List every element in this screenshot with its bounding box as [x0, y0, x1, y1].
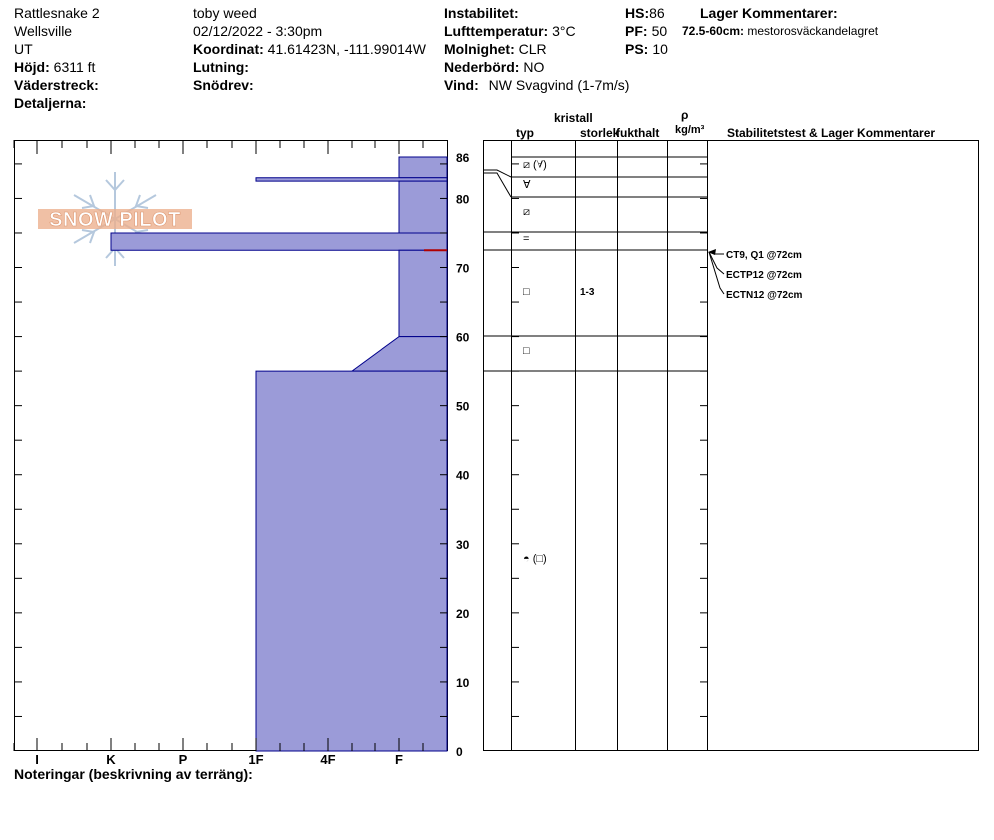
pf-value: 50	[651, 23, 668, 39]
precipitation-value: NO	[523, 59, 545, 75]
layer-comments-title-text: Lager Kommentarer:	[700, 5, 838, 21]
grain-type: □	[523, 345, 530, 357]
air-temperature-value: 3°C	[552, 23, 576, 39]
coordinates-label: Koordinat:	[193, 41, 264, 57]
air-temperature-label: Lufttemperatur:	[444, 23, 549, 39]
hs-value: 86	[649, 5, 665, 21]
snow-layer	[352, 337, 447, 372]
snow-layer	[399, 250, 447, 336]
col-rho: ρ	[681, 108, 689, 122]
col-kristall: kristall	[554, 111, 593, 125]
snow-layer	[256, 178, 447, 181]
depth-tick-label: 30	[456, 537, 470, 552]
depth-tick-label: 50	[456, 399, 470, 414]
elevation-value: 6311 ft	[53, 59, 96, 75]
ps-label: PS:	[625, 41, 649, 57]
snowdrift-label: Snödrev:	[193, 77, 254, 93]
observer: toby weed	[193, 5, 257, 21]
stability-pointer	[709, 252, 724, 294]
wind-value: NW Svagvind (1-7m/s)	[488, 77, 630, 93]
grain-type: ⧄	[523, 206, 530, 218]
hardness-tick-label: F	[395, 752, 403, 767]
layer-comment-range: 72.5-60cm:	[682, 24, 745, 38]
table-rows	[483, 157, 707, 565]
notes-label: Noteringar (beskrivning av terräng):	[14, 766, 253, 782]
hardness-tick-label: K	[106, 752, 116, 767]
depth-tick-label: 86	[456, 151, 470, 165]
snowpilot-watermark	[38, 172, 192, 266]
details-label: Detaljerna:	[14, 95, 87, 111]
stability-test-label: ECTP12 @72cm	[726, 270, 802, 281]
depth-tick-label: 80	[456, 192, 470, 207]
grain-type: ∀	[523, 179, 531, 191]
grain-type: ◓ (□)	[523, 553, 547, 565]
layer-connector	[483, 173, 511, 197]
coordinates-value: 41.61423N, -111.99014W	[267, 41, 426, 57]
col-storlek: storlek	[580, 126, 620, 140]
location-state: UT	[14, 41, 33, 57]
col-stability: Stabilitetstest & Lager Kommentarer	[727, 126, 936, 140]
stability-test-label: ECTN12 @72cm	[726, 290, 803, 301]
instability-label: Instabilitet:	[444, 5, 519, 21]
location-name: Rattlesnake 2	[14, 5, 100, 21]
stability-tests	[708, 249, 803, 301]
sky-cover-value: CLR	[518, 41, 547, 57]
depth-tick-label: 70	[456, 261, 470, 276]
ps-value: 10	[652, 41, 668, 57]
hardness-tick-label: I	[35, 752, 39, 767]
hardness-layers	[111, 157, 447, 751]
grain-type: =	[523, 233, 530, 245]
datetime: 02/12/2022 - 3:30pm	[193, 23, 323, 39]
grain-size: 1-3	[580, 287, 595, 298]
location-town: Wellsville	[14, 23, 73, 39]
depth-tick-label: 0	[456, 745, 463, 759]
wind-label: Vind:	[444, 77, 479, 93]
slope-label: Lutning:	[193, 59, 249, 75]
hs-label: HS:	[625, 5, 650, 21]
depth-tick-label: 40	[456, 468, 470, 483]
col-typ: typ	[516, 126, 534, 140]
sky-cover-label: Molnighet:	[444, 41, 515, 57]
stability-pointer	[709, 252, 724, 274]
snow-layer	[399, 157, 447, 178]
elevation-label: Höjd:	[14, 59, 50, 75]
snow-layer	[111, 233, 447, 250]
depth-tick-label: 20	[456, 606, 470, 621]
aspect-label: Väderstreck:	[14, 77, 99, 93]
hardness-tick-label: 1F	[248, 752, 264, 767]
col-fukthalt: fukthalt	[616, 126, 660, 140]
precipitation-label: Nederbörd:	[444, 59, 520, 75]
hardness-tick-label: 4F	[320, 752, 336, 767]
snow-layer	[399, 181, 447, 233]
depth-tick-label: 60	[456, 330, 470, 345]
col-density-unit: kg/m³	[675, 124, 705, 136]
hardness-tick-label: P	[178, 752, 188, 767]
grain-type: □	[523, 286, 530, 298]
watermark-text: SNOW PILOT	[49, 209, 181, 231]
snow-layer	[256, 371, 447, 751]
grain-type: ⧄ (∀)	[523, 159, 547, 171]
depth-tick-label: 10	[456, 675, 470, 690]
stability-test-label: CT9, Q1 @72cm	[726, 250, 802, 261]
layer-comment-text: mestorosväckandelagret	[747, 24, 879, 38]
pf-label: PF:	[625, 23, 648, 39]
